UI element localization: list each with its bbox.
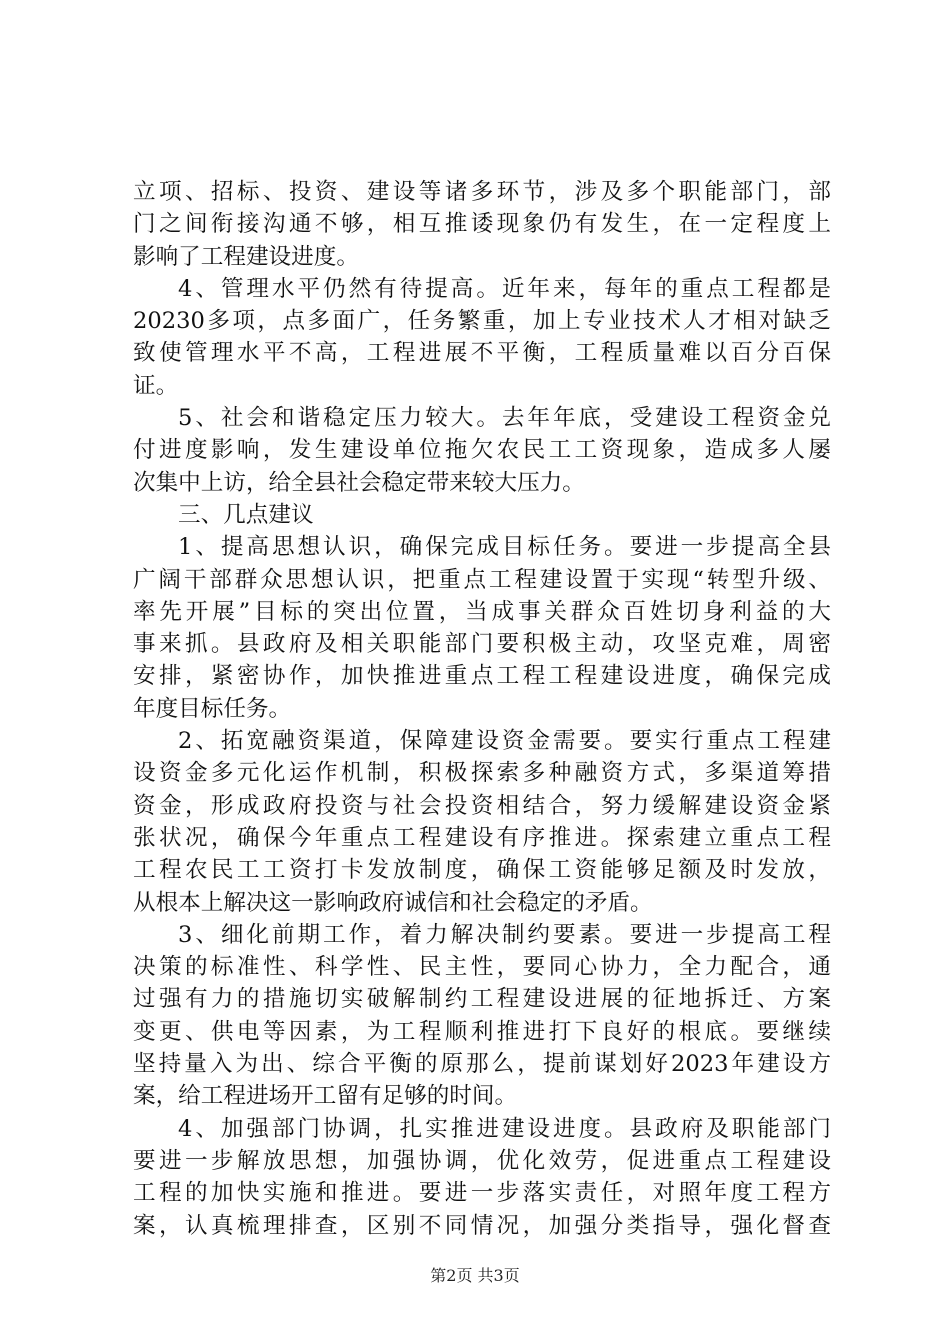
text-line: 安排，紧密协作，加快推进重点工程工程建设进度，确保完成: [133, 663, 831, 690]
text-line: 1、提高思想认识，确保完成目标任务。要进一步提高全县: [178, 534, 831, 561]
text-line: 立项、招标、投资、建设等诸多环节，涉及多个职能部门，部: [133, 179, 831, 205]
text-line: 从根本上解决这一影响政府诚信和社会稳定的矛盾。: [133, 889, 653, 916]
text-line: 过强有力的措施切实破解制约工程建设进展的征地拆迁、方案: [133, 986, 831, 1013]
text-line: 设资金多元化运作机制，积极探索多种融资方式，多渠道筹措: [133, 760, 831, 787]
text-line: 4、管理水平仍然有待提高。近年来，每年的重点工程都是: [178, 275, 831, 302]
text-line: 5、社会和谐稳定压力较大。去年年底，受建设工程资金兑: [178, 405, 831, 432]
section-heading: 三、几点建议: [178, 501, 314, 528]
text-line: 广阔干部群众思想认识，把重点工程建设置于实现“转型升级、: [133, 566, 831, 593]
text-line: 年度目标任务。: [133, 695, 292, 722]
page-number-footer: 第2页 共3页: [430, 1266, 520, 1285]
text-line: 证。: [133, 372, 179, 399]
text-line: 致使管理水平不高，工程进展不平衡，工程质量难以百分百保: [133, 340, 831, 367]
text-line: 资金，形成政府投资与社会投资相结合，努力缓解建设资金紧: [133, 792, 831, 819]
text-line: 3、细化前期工作，着力解决制约要素。要进一步提高工程: [178, 921, 831, 948]
text-line: 20230多项，点多面广，任务繁重，加上专业技术人才相对缺乏: [133, 308, 831, 335]
text-line: 案，认真梳理排查，区别不同情况，加强分类指导，强化督查: [133, 1212, 831, 1239]
text-line: 案，给工程进场开工留有足够的时间。: [133, 1083, 518, 1110]
text-line: 工程农民工工资打卡发放制度，确保工资能够足额及时发放，: [133, 857, 831, 884]
text-line: 4、加强部门协调，扎实推进建设进度。县政府及职能部门: [178, 1115, 831, 1142]
text-line: 决策的标准性、科学性、民主性，要同心协力，全力配合，通: [133, 954, 831, 981]
text-line: 影响了工程建设进度。: [133, 243, 359, 270]
text-line: 坚持量入为出、综合平衡的原那么，提前谋划好2023年建设方: [133, 1051, 831, 1078]
text-line: 事来抓。县政府及相关职能部门要积极主动，攻坚克难，周密: [133, 631, 831, 658]
text-line: 工程的加快实施和推进。要进一步落实责任，对照年度工程方: [133, 1180, 831, 1207]
text-line: 2、拓宽融资渠道，保障建设资金需要。要实行重点工程建: [178, 728, 831, 755]
text-line: 门之间衔接沟通不够，相互推诿现象仍有发生，在一定程度上: [133, 211, 831, 238]
text-line: 变更、供电等因素，为工程顺利推进打下良好的根底。要继续: [133, 1018, 831, 1045]
text-line: 率先开展”目标的突出位置，当成事关群众百姓切身利益的大: [133, 598, 831, 625]
text-line: 付进度影响，发生建设单位拖欠农民工工资现象，造成多人屡: [133, 437, 831, 464]
text-line: 要进一步解放思想，加强协调，优化效劳，促进重点工程建设: [133, 1147, 831, 1174]
text-line: 张状况，确保今年重点工程建设有序推进。探索建立重点工程: [133, 824, 831, 851]
document-body: [133, 176, 831, 1242]
text-line: 次集中上访，给全县社会稳定带来较大压力。: [133, 469, 585, 496]
